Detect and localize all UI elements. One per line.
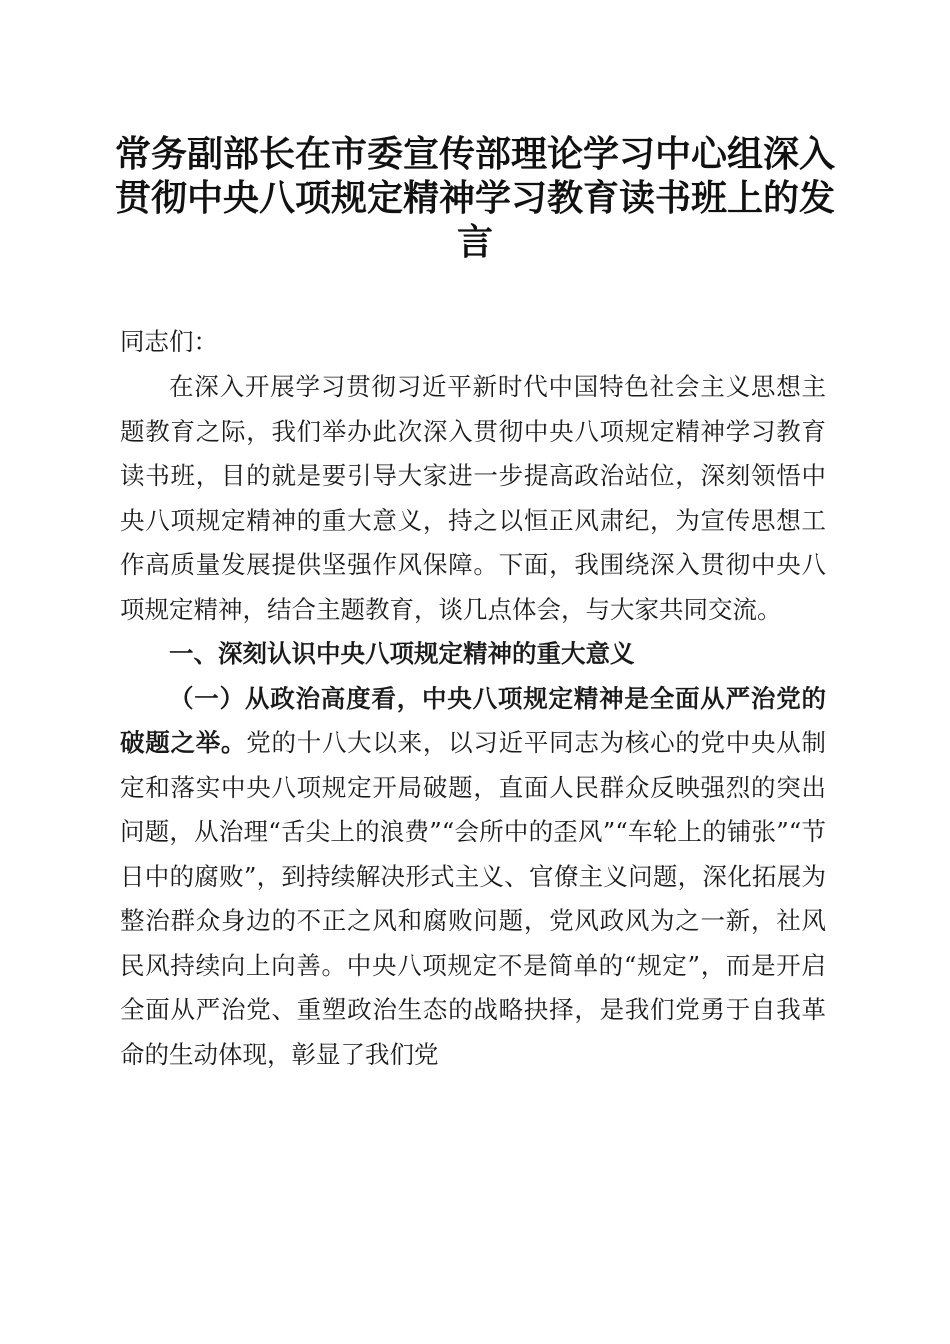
document-body	[120, 365, 826, 1077]
salutation: 同志们：	[120, 327, 218, 356]
paragraph-body-text: 党的十八大以来，以习近平同志为核心的党中央从制定和落实中央八项规定开局破题，直面人民群众反映强烈的突出问题，从治理“舌尖上的浪费”“会所中的歪风”“车轮上的铺张”“节日中的腐败”，到持续解决形式主义、官僚主义问题，深化拓展为整治群众身边的不正之风和腐败问题，党风政风为之一新，社风民风持续向上向善。中央八项规定不是简单的“规定”，而是开启全面从严治党、重塑政治生态的战略抉择，是我们党勇于自我革命的生动体现，彰显了我们党	[120, 728, 827, 1069]
body-paragraph	[120, 677, 826, 1078]
document-title: 常务副部长在市委宣传部理论学习中心组深入贯彻中央八项规定精神学习教育读书班上的发言	[114, 133, 835, 263]
intro-paragraph: 在深入开展学习贯彻习近平新时代中国特色社会主义思想主题教育之际，我们举办此次深入贯彻中央八项规定精神学习教育读书班，目的就是要引导大家进一步提高政治站位，深刻领悟中央八项规定精神的重大意义，持之以恒正风肃纪，为宣传思想工作高质量发展提供坚强作风保障。下面，我围绕深入贯彻中央八项规定精神，结合主题教育，谈几点体会，与大家共同交流。	[120, 372, 826, 624]
section-heading: 一、深刻认识中央八项规定精神的重大意义	[169, 639, 635, 668]
paragraph-lead-sentence: （一）从政治高度看，中央八项规定精神是全面从严治党的破题之举。	[120, 683, 826, 757]
